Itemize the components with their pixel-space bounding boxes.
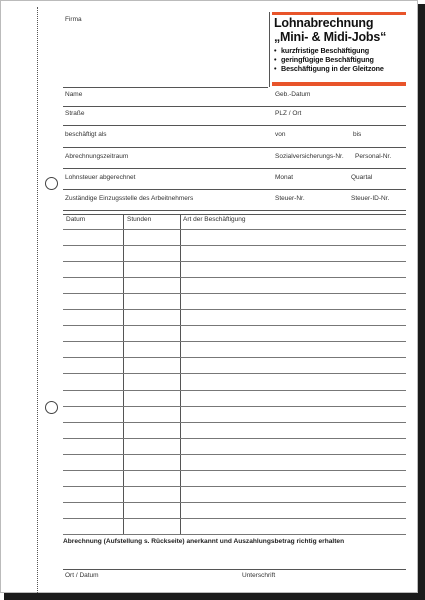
quartal-label: Quartal [351, 174, 373, 181]
table-row [63, 261, 406, 262]
steuer-id-nr-label: Steuer-ID-Nr. [351, 195, 390, 202]
column-header-art: Art der Beschäftigung [183, 216, 246, 223]
table-row [63, 534, 406, 535]
table-row [63, 470, 406, 471]
table-row [63, 422, 406, 423]
table-row [63, 341, 406, 342]
title-line-1: Lohnabrechnung [274, 16, 374, 30]
list-item: • kurzfristige Beschäftigung [274, 46, 370, 55]
table-row [63, 373, 406, 374]
firma-divider [269, 12, 270, 87]
geb-datum-label: Geb.-Datum [275, 91, 311, 98]
table-row [63, 486, 406, 487]
column-header-stunden: Stunden [127, 216, 152, 223]
table-row [63, 277, 406, 278]
confirmation-text: Abrechnung (Aufstellung s. Rückseite) anerkannt und Auszahlungsbetrag richtig erhalten [63, 538, 345, 545]
table-row [63, 357, 406, 358]
table-row [63, 454, 406, 455]
perforation-line [37, 7, 38, 593]
lohnsteuer-label: Lohnsteuer abgerechnet [65, 174, 136, 181]
title-accent-top [272, 12, 406, 15]
bullet-icon: • [274, 55, 277, 64]
table-row [63, 438, 406, 439]
table-row [63, 390, 406, 391]
unterschrift-label: Unterschrift [242, 572, 276, 579]
title-line-2: „Mini- & Midi-Jobs“ [274, 30, 387, 44]
punch-hole-bottom [45, 401, 58, 414]
bullet-icon: • [274, 46, 277, 55]
abrechnungszeitraum-line [63, 168, 406, 169]
bis-label: bis [353, 131, 362, 138]
form-title [274, 16, 414, 44]
einzugsstelle-line [63, 210, 406, 211]
punch-hole-top [45, 177, 58, 190]
firma-label: Firma [65, 16, 82, 23]
page-shadow-right [418, 4, 425, 600]
signature-line [63, 569, 406, 570]
ort-datum-label: Ort / Datum [65, 572, 99, 579]
beschaeftigt-line [63, 147, 406, 148]
bullet-icon: • [274, 64, 277, 73]
table-row [63, 229, 406, 230]
table-row [63, 293, 406, 294]
von-label: von [275, 131, 286, 138]
firma-line [63, 87, 268, 88]
employment-types-list [274, 46, 414, 73]
steuer-nr-label: Steuer-Nr. [275, 195, 305, 202]
beschaeftigt-als-label: beschäftigt als [65, 131, 107, 138]
table-top-border [63, 214, 406, 215]
table-row [63, 309, 406, 310]
table-row [63, 245, 406, 246]
table-row [63, 502, 406, 503]
strasse-line [63, 125, 406, 126]
table-row [63, 518, 406, 519]
title-accent-bar [272, 82, 406, 86]
page-shadow-bottom [4, 593, 425, 600]
column-header-datum: Datum [66, 216, 86, 223]
list-item: • geringfügige Beschäftigung [274, 55, 374, 64]
table-row [63, 325, 406, 326]
plz-ort-label: PLZ / Ort [275, 110, 302, 117]
name-label: Name [65, 91, 83, 98]
personal-nr-label: Personal-Nr. [355, 153, 392, 160]
strasse-label: Straße [65, 110, 85, 117]
monat-label: Monat [275, 174, 294, 181]
name-line [63, 106, 406, 107]
table-row [63, 406, 406, 407]
sozialversicherungs-nr-label: Sozialversicherungs-Nr. [275, 153, 344, 160]
lohnsteuer-line [63, 189, 406, 190]
abrechnungszeitraum-label: Abrechnungszeitraum [65, 153, 129, 160]
einzugsstelle-label: Zuständige Einzugsstelle des Arbeitnehmers [65, 195, 194, 202]
list-item: • Beschäftigung in der Gleitzone [274, 64, 384, 73]
